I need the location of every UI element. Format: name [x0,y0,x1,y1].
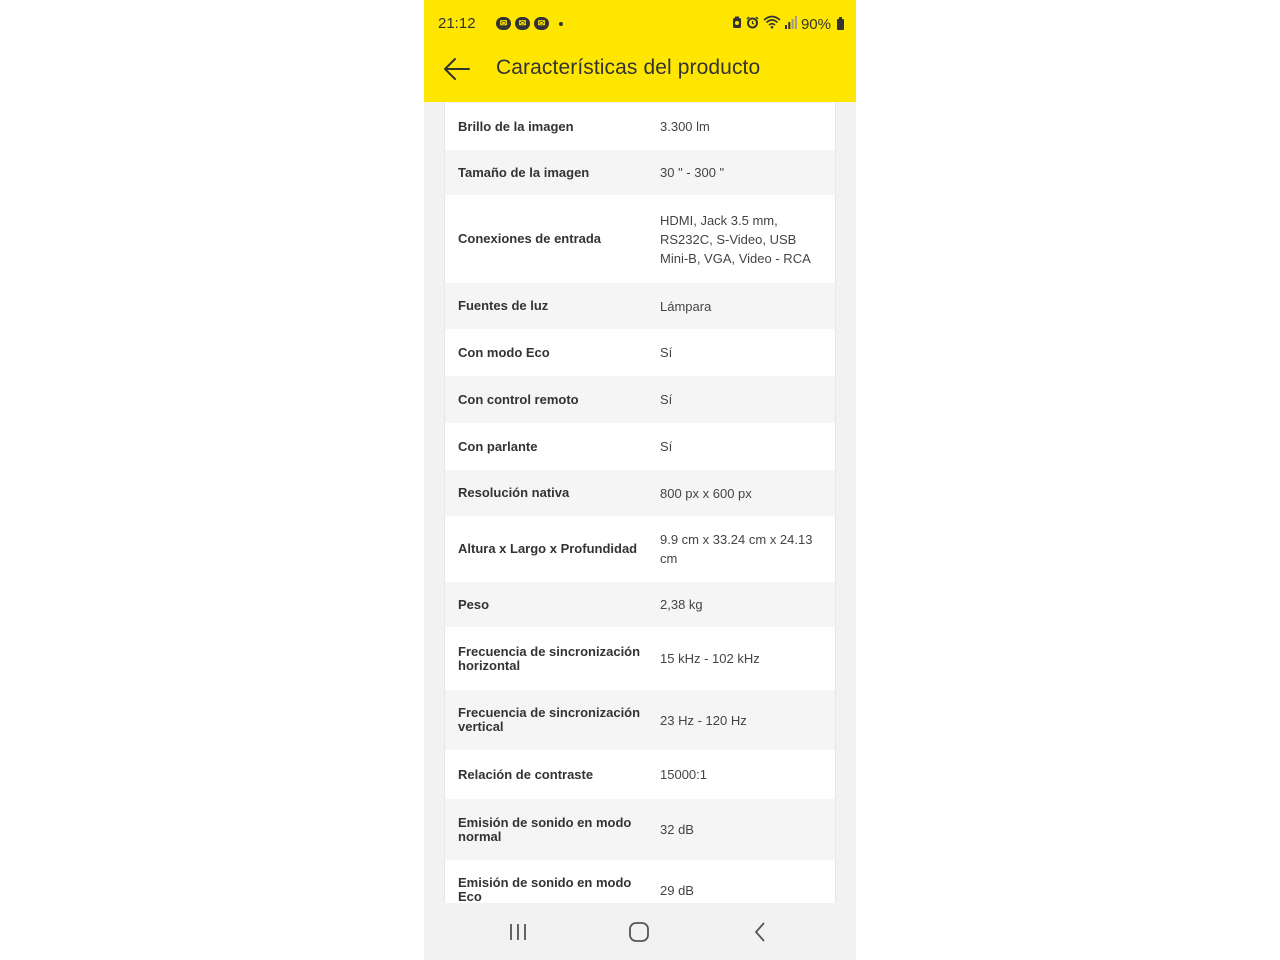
spec-value: 23 Hz - 120 Hz [660,712,747,728]
notification-icons [496,17,563,30]
spec-row [445,329,835,376]
spec-label: Altura x Largo x Profundidad [458,541,638,556]
spec-label: Emisión de sonido en modo Eco [458,875,632,903]
spec-row [445,470,835,516]
spec-value: 800 px x 600 px [660,485,752,501]
spec-label: Frecuencia de sincronización horizontal [458,643,641,673]
back-button[interactable] [440,52,474,86]
spec-label: Peso [458,596,490,612]
spec-value: 2,38 kg [660,597,703,612]
status-bar [438,13,844,35]
spec-row [445,516,835,582]
battery-icon [837,19,844,30]
phone-screen [424,0,856,960]
more-notifications-dot-icon [559,22,563,26]
spec-label: Fuentes de luz [458,298,549,313]
battery-saver-icon [732,16,742,33]
spec-row [445,103,835,150]
spec-label: Tamaño de la imagen [458,164,590,180]
app-header [424,0,856,102]
system-nav-bar [424,903,856,960]
spec-label: Brillo de la imagen [458,118,574,134]
spec-label: Frecuencia de sincronización vertical [458,705,641,734]
app-notification-icon: ✉ [515,17,530,30]
nav-back-button[interactable] [740,917,780,947]
spec-value: 15000:1 [660,767,707,782]
wifi-icon [763,15,781,33]
status-time: 21:12 [438,15,476,32]
app-notification-icon: ✉ [534,17,549,30]
spec-row [445,283,835,329]
recents-button[interactable] [498,917,538,947]
spec-value: Lámpara [660,298,712,314]
spec-value: Sí [660,392,673,407]
spec-row [445,376,835,423]
spec-row [445,582,835,627]
spec-value: 15 kHz - 102 kHz [660,651,760,666]
arrow-left-icon [443,57,471,81]
spec-value: 9.9 cm x 33.24 cm x 24.13 cm [660,532,813,566]
battery-percent: 90% [800,15,831,33]
spec-row [445,860,835,903]
spec-label: Relación de contraste [458,766,594,782]
spec-label: Emisión de sonido en modo normal [458,814,632,844]
spec-row [445,195,835,283]
spec-row [445,423,835,470]
spec-value: HDMI, Jack 3.5 mm, RS232C, S-Video, USB Mini-B, VGA, Video - RCA [660,212,811,266]
app-notification-icon: ✉ [496,17,511,30]
spec-label: Con control remoto [458,391,579,407]
spec-label: Conexiones de entrada [458,231,602,246]
spec-value: Sí [660,345,673,360]
spec-label: Resolución nativa [458,485,570,500]
spec-row [445,150,835,195]
spec-label: Con parlante [458,438,538,454]
alarm-icon [746,16,759,33]
spec-value: 30 " - 300 " [660,165,725,180]
spec-row [445,627,835,690]
spec-row [445,690,835,750]
spec-table[interactable] [444,103,836,903]
spec-value: 3.300 lm [660,119,710,134]
home-icon [628,921,650,943]
spec-value: Sí [660,439,673,454]
spec-label: Con modo Eco [458,344,550,360]
spec-value: 32 dB [660,822,694,837]
page-title: Características del producto [496,56,761,79]
recent-apps-icon [508,923,528,941]
status-right [732,15,844,33]
spec-value: 29 dB [660,882,694,898]
spec-row [445,750,835,799]
home-button[interactable] [619,917,659,947]
back-chevron-icon [753,921,767,943]
signal-icon [785,16,797,33]
spec-row [445,799,835,860]
